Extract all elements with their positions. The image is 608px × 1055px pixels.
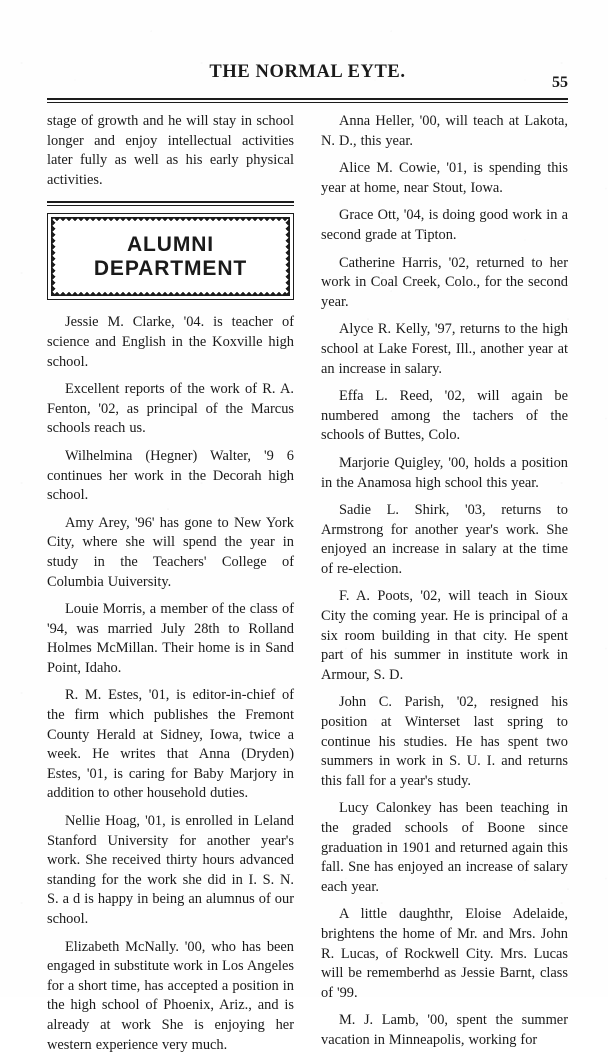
article-paragraph-nellie-hoag: Nellie Hoag, '01, is enrolled in Leland Stanford University for another year's work. She received thirty hours advanced standing for the work she did in I. S. N. S. a d is happy in being an alumnus of our school. bbox=[47, 813, 294, 927]
article-paragraph-louie-morris: Louie Morris, a member of the class of '94, was married July 28th to Rolland Holmes McMillan. Their home is in Sand Point, Idaho. bbox=[47, 601, 294, 676]
article-paragraph-catherine-harris: Catherine Harris, '02, returned to her work in Coal Creek, Colo., for the second year. bbox=[321, 254, 568, 310]
sawtooth-border-top-icon bbox=[51, 217, 290, 223]
alumni-department-heading-block bbox=[47, 201, 294, 300]
article-paragraph-ra-fenton: Excellent reports of the work of R. A. Fenton, '02, as principal of the Marcus schools reach us. bbox=[47, 381, 294, 437]
left-column bbox=[47, 112, 294, 1055]
sawtooth-border-right-icon bbox=[284, 217, 290, 296]
section-heading-label: ALUMNI DEPARTMENT bbox=[65, 224, 276, 289]
article-paragraph-amy-arey: Amy Arey, '96' has gone to New York City, where she will spend the year in study in the Teachers' College of Columbia Uuiversity. bbox=[47, 514, 294, 590]
left-column-articles bbox=[47, 313, 294, 1055]
article-paragraph-rm-estes: R. M. Estes, '01, is editor-in-chief of the firm which publishes the Fremont County Herald at Sidney, Iowa, twice a week. He writes that Anna (Dryden) Estes, '01, is caring for Baby Marjory in addition to other household duties. bbox=[47, 687, 294, 802]
article-paragraph-mj-lamb: M. J. Lamb, '00, spent the summer vacation in Minneapolis, working for bbox=[321, 1012, 568, 1048]
article-paragraph-lucy-calonkey: Lucy Calonkey has been teaching in the graded schools of Boone since graduation in 1901 and returned again this fall. Sne has enjoyed an increase of salary each year. bbox=[321, 800, 568, 895]
header-divider-rule bbox=[47, 98, 568, 103]
article-paragraph-lucas-daughter: A little daughthr, Eloise Adelaide, brightens the home of Mr. and Mrs. John R. Lucas, of Rockwell City. Mrs. Lucas will be rememberhd as Jessie Barnt, class of '99. bbox=[321, 906, 568, 1001]
article-paragraph-jessie-clarke: Jessie M. Clarke, '04. is teacher of science and English in the Koxville high school. bbox=[47, 314, 294, 370]
article-paragraph-marjorie-quigley: Marjorie Quigley, '00, holds a position in the Anamosa high school this year. bbox=[321, 454, 568, 491]
right-column bbox=[321, 112, 568, 1055]
article-paragraph-john-parish: John C. Parish, '02, resigned his position at Winterset last spring to continue his studies. He has spent two summers in work in S. U. I. and returns this fall for a year's study. bbox=[321, 694, 568, 789]
article-paragraph-alyce-kelly: Alyce R. Kelly, '97, returns to the high school at Lake Forest, Ill., another year at an increase in salary. bbox=[321, 321, 568, 377]
running-head bbox=[47, 62, 568, 96]
two-column-body bbox=[47, 112, 568, 1055]
section-divider-rule bbox=[47, 201, 294, 206]
article-paragraph-alice-cowie: Alice M. Cowie, '01, is spending this year at home, near Stout, Iowa. bbox=[321, 160, 568, 196]
publication-title: THE NORMAL EYTE. bbox=[209, 62, 406, 82]
page-number: 55 bbox=[552, 74, 568, 91]
right-column-articles bbox=[321, 112, 568, 1051]
ornamental-frame bbox=[47, 213, 294, 300]
article-paragraph-effa-reed: Effa L. Reed, '02, will again be numbered among the tachers of the schools of Buttes, Colo. bbox=[321, 388, 568, 444]
article-paragraph-wilhelmina-walter: Wilhelmina (Hegner) Walter, '9 6 continues her work in the Decorah high school. bbox=[47, 447, 294, 504]
ornamental-frame-inner bbox=[51, 217, 290, 296]
article-paragraph-sadie-shirk: Sadie L. Shirk, '03, returns to Armstrong for another year's work. She enjoyed an increase in salary at the time of re-election. bbox=[321, 502, 568, 577]
sawtooth-border-bottom-icon bbox=[51, 290, 290, 296]
article-paragraph-anna-heller: Anna Heller, '00, will teach at Lakota, N. D., this year. bbox=[321, 113, 568, 149]
article-paragraph-fa-poots: F. A. Poots, '02, will teach in Sioux City the coming year. He is principal of a six room building in that city. He spent part of his summer in institute work in Armour, S. D. bbox=[321, 588, 568, 683]
article-paragraph-grace-ott: Grace Ott, '04, is doing good work in a second grade at Tipton. bbox=[321, 207, 568, 243]
sawtooth-border-left-icon bbox=[51, 217, 57, 296]
article-paragraph-elizabeth-mcnally: Elizabeth McNally. '00, who has been engaged in substitute work in Los Angeles for a short time, has accepted a position in the high school of Phoenix, Ariz., and is already at work She is enjoying her western experience very much. bbox=[47, 938, 295, 1053]
left-column-intro-block bbox=[47, 112, 294, 190]
article-paragraph-growth-continuation: stage of growth and he will stay in school longer and enjoy intellectual activities later fully as well as his early physical activities. bbox=[47, 113, 294, 188]
page-content bbox=[47, 0, 568, 1055]
